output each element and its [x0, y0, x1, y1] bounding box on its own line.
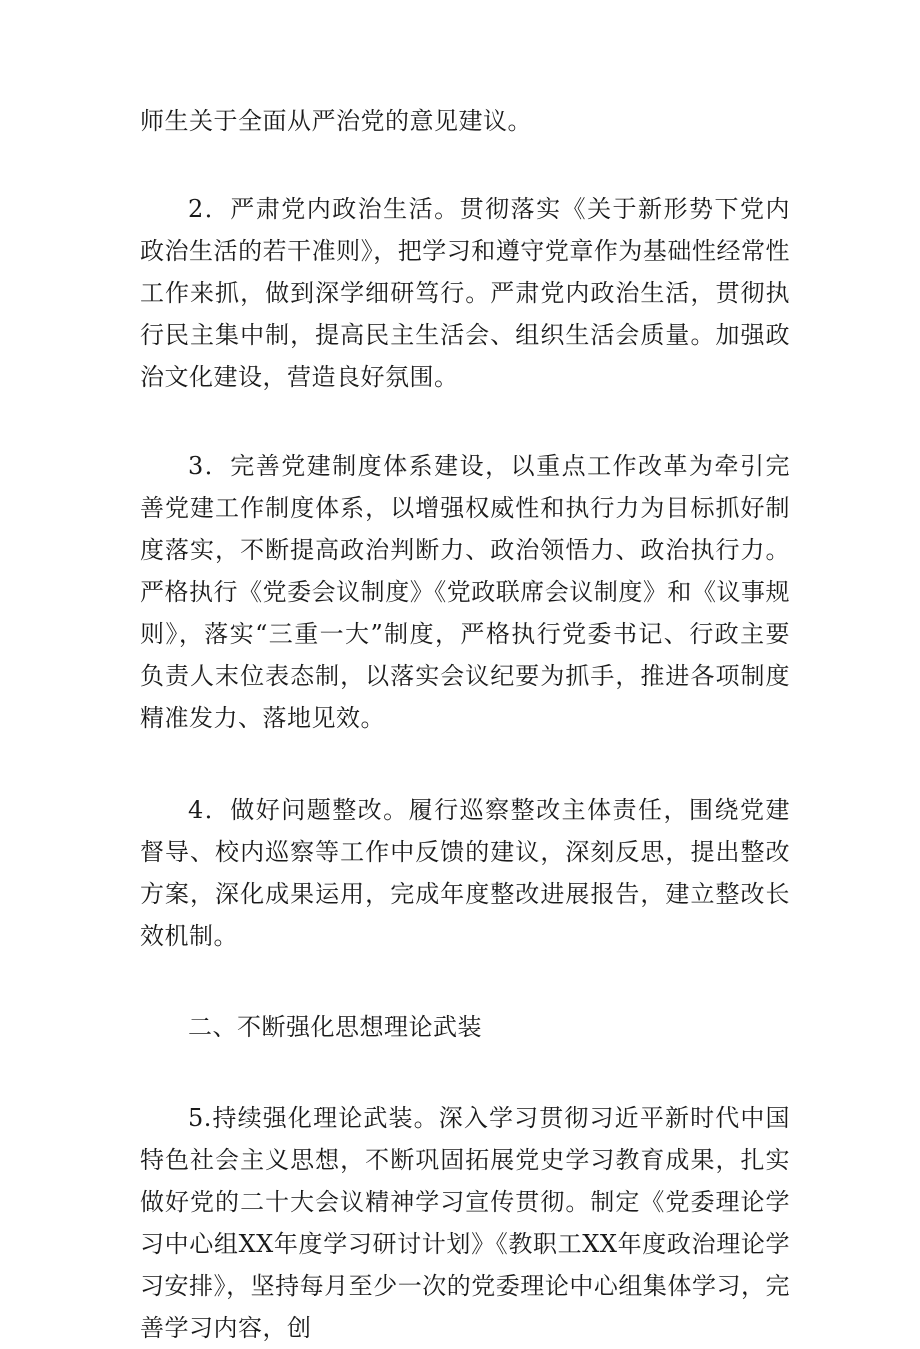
paragraph-item-5: 5.持续强化理论武装。深入学习贯彻习近平新时代中国特色社会主义思想，不断巩固拓展党史学习教育成果，扎实做好党的二十大会议精神学习宣传贯彻。制定《党委理论学习中心组XX年度学习研讨计划》《教职工XX年度政治理论学习安排》，坚持每月至少一次的党委理论中心组集体学习，完善学习内容，创 — [140, 1104, 790, 1342]
paragraph-item-3: 3．完善党建制度体系建设，以重点工作改革为牵引完善党建工作制度体系，以增强权威性和执行力为目标抓好制度落实，不断提高政治判断力、政治领悟力、政治执行力。严格执行《党委会议制度》《党政联席会议制度》和《议事规则》，落实“三重一大”制度，严格执行党委书记、行政主要负责人末位表态制，以落实会议纪要为抓手，推进各项制度精准发力、落地见效。 — [140, 452, 790, 732]
section-heading: 二、不断强化思想理论武装 — [188, 1013, 482, 1041]
paragraph-item-2: 2．严肃党内政治生活。贯彻落实《关于新形势下党内政治生活的若干准则》，把学习和遵守党章作为基础性经常性工作来抓，做到深学细研笃行。严肃党内政治生活，贯彻执行民主集中制，提高民主生活会、组织生活会质量。加强政治文化建设，营造良好氛围。 — [140, 195, 790, 391]
document-page — [140, 100, 790, 1349]
paragraph-continuation: 师生关于全面从严治党的意见建议。 — [140, 107, 532, 135]
paragraph-item-4: 4．做好问题整改。履行巡察整改主体责任，围绕党建督导、校内巡察等工作中反馈的建议，深刻反思，提出整改方案，深化成果运用，完成年度整改进展报告，建立整改长效机制。 — [140, 796, 790, 950]
